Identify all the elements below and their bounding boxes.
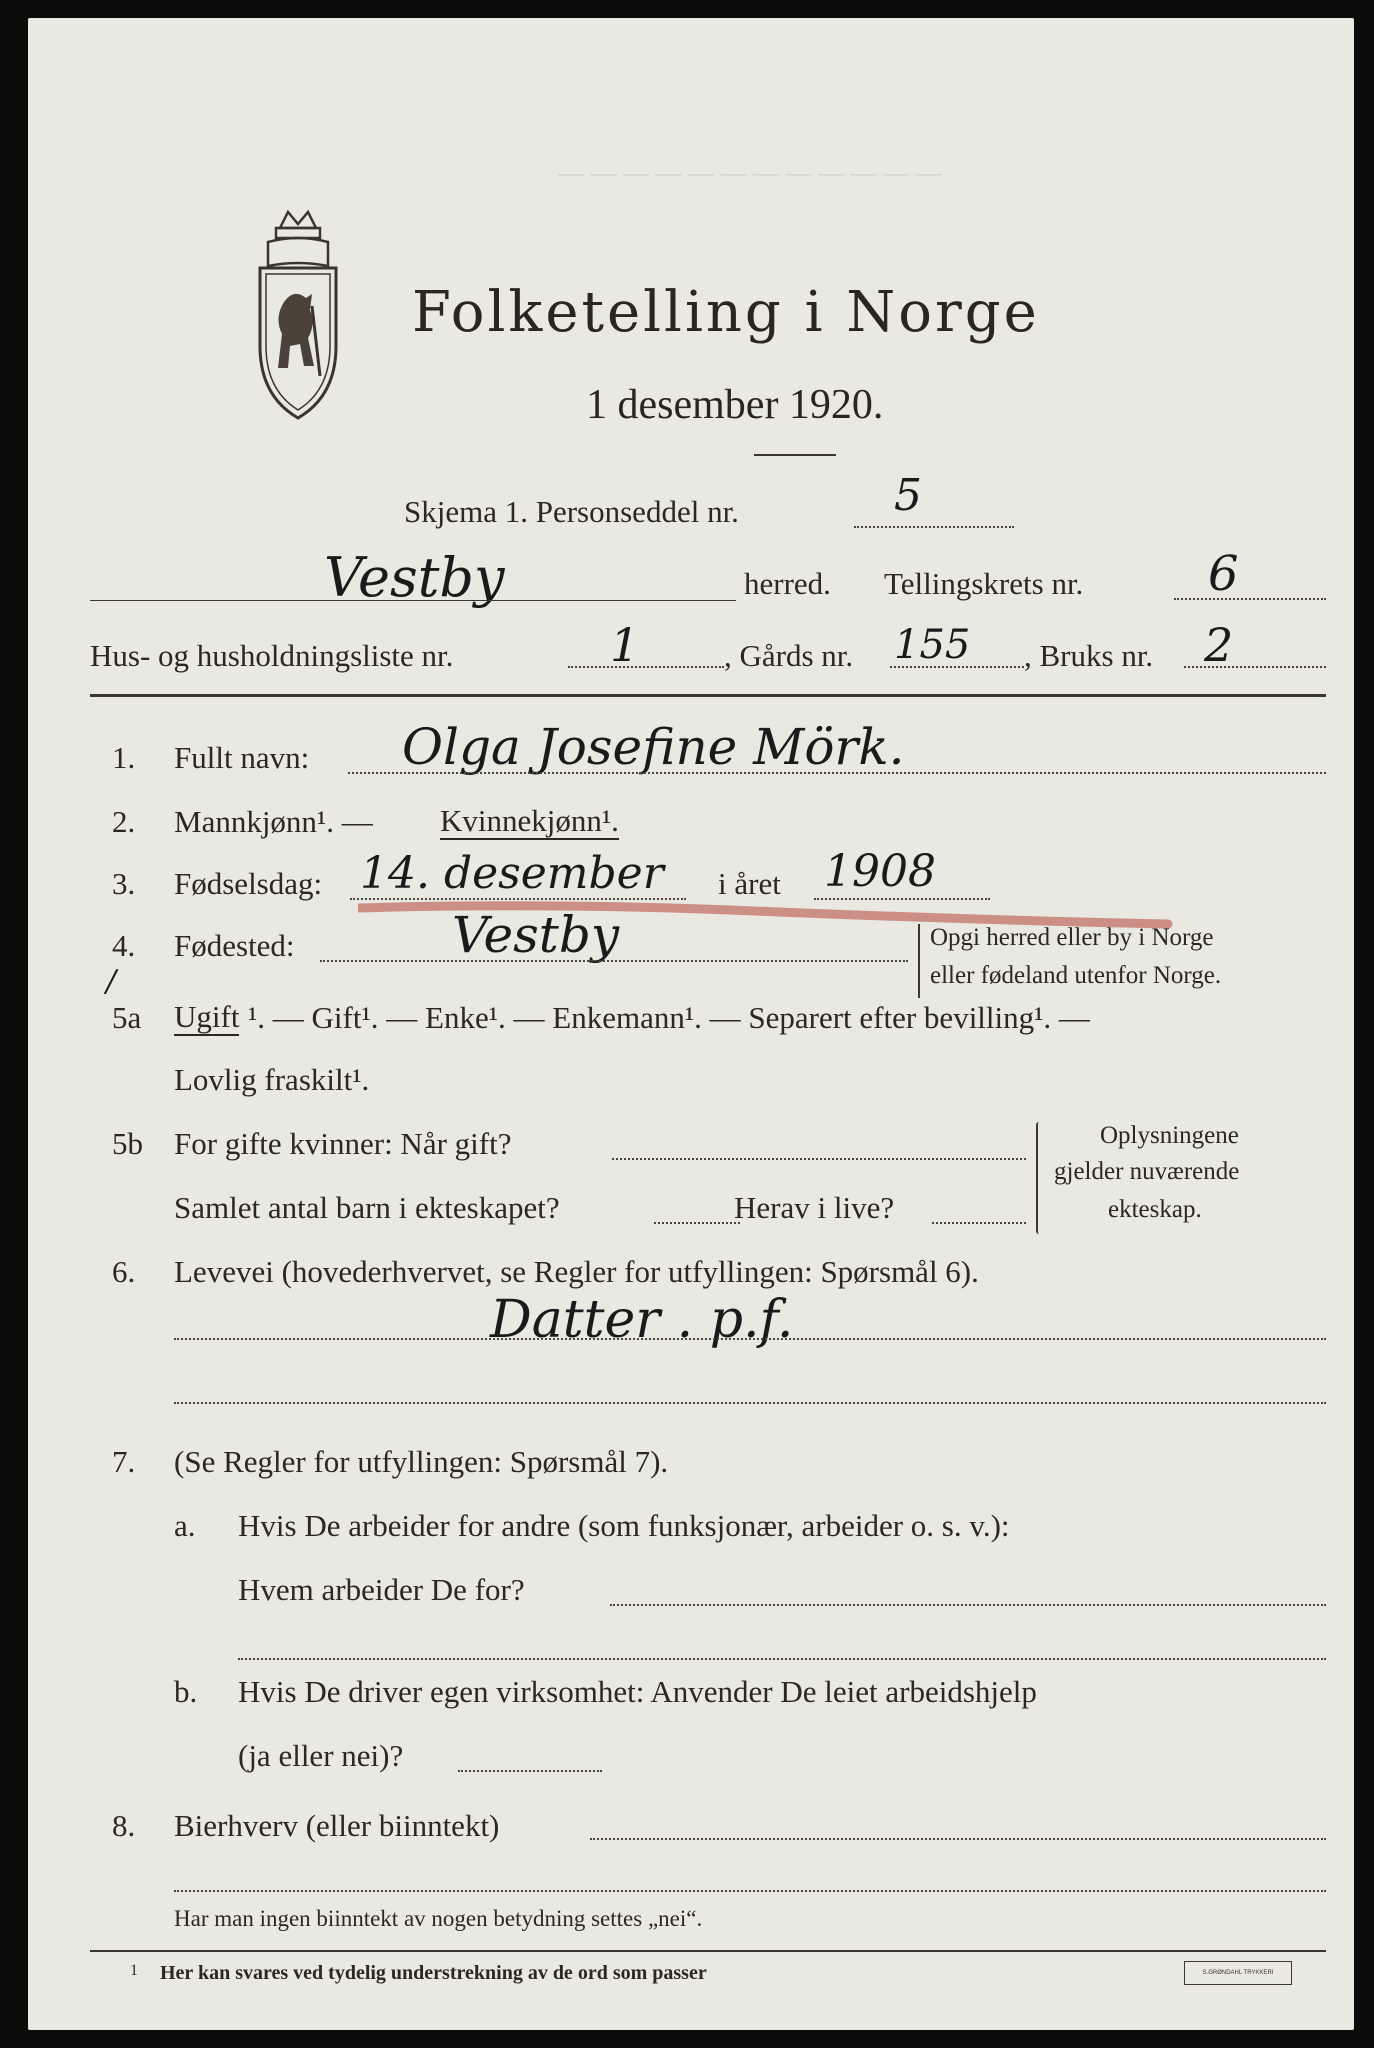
q7b-letter: b. xyxy=(174,1674,198,1709)
personseddel-nr-value: 5 xyxy=(894,470,922,521)
hus-nr-value: 1 xyxy=(610,618,640,672)
gards-nr-line xyxy=(890,666,1024,668)
page-title: Folketelling i Norge xyxy=(412,280,1040,345)
q7b-line2: (ja eller nei)? xyxy=(238,1738,404,1773)
q2-number: 2. xyxy=(112,804,136,839)
tellingskrets-nr-value: 6 xyxy=(1208,546,1239,602)
q7a-line1: Hvis De arbeider for andre (som funksjonær, arbeider o. s. v.): xyxy=(238,1508,1010,1543)
q8-line-b xyxy=(174,1890,1326,1892)
q7a-line-b xyxy=(238,1658,1326,1660)
title-divider xyxy=(754,454,836,456)
q2-label-female-underlined: Kvinnekjønn¹. xyxy=(440,803,619,838)
q8-number: 8. xyxy=(112,1808,136,1843)
q3-number: 3. xyxy=(112,866,136,901)
gards-nr-value: 155 xyxy=(894,622,971,668)
q8-label: Bierhverv (eller biinntekt) xyxy=(174,1808,500,1843)
census-form-page xyxy=(28,18,1354,2030)
q3-year-label: i året xyxy=(718,866,781,901)
q5b-children-label: Samlet antal barn i ekteskapet? xyxy=(174,1190,560,1225)
q6-label: Levevei (hovederhvervet, se Regler for utfyllingen: Spørsmål 6). xyxy=(174,1254,979,1289)
footer-note: Har man ingen biinntekt av nogen betydning settes „nei“. xyxy=(174,1906,703,1931)
header-divider xyxy=(90,694,1326,697)
personseddel-nr-line xyxy=(854,526,1014,528)
q2-label-male: Mannkjønn¹. — xyxy=(174,804,373,839)
q5a-margin-mark: / xyxy=(106,964,117,999)
tellingskrets-label: Tellingskrets nr. xyxy=(884,566,1084,601)
q7-number: 7. xyxy=(112,1444,136,1479)
footnote-mark: 1 xyxy=(130,1962,138,1979)
q4-note-line1: Opgi herred eller by i Norge xyxy=(930,924,1214,951)
q1-full-name-value: Olga Josefine Mörk. xyxy=(402,718,905,776)
bruks-nr-value: 2 xyxy=(1204,618,1234,672)
q5b-married-line xyxy=(612,1158,1026,1160)
gards-label: , Gårds nr. xyxy=(724,638,854,673)
q1-label: Fullt navn: xyxy=(174,740,310,775)
coat-of-arms-icon xyxy=(250,206,346,426)
q5a-options-line2: Lovlig fraskilt¹. xyxy=(174,1062,370,1097)
q5b-alive-line xyxy=(932,1222,1026,1224)
hus-nr-line xyxy=(568,666,724,668)
census-date: 1 desember 1920. xyxy=(586,382,884,428)
q5b-note-line1: Oplysningene xyxy=(1100,1122,1239,1149)
q3-year-value: 1908 xyxy=(824,846,936,897)
q4-birthplace-value: Vestby xyxy=(452,906,620,964)
q4-number: 4. xyxy=(112,928,136,963)
footer-divider xyxy=(90,1950,1326,1952)
footnote-text: Her kan svares ved tydelig understrekning av de ord som passer xyxy=(160,1962,707,1984)
q1-number: 1. xyxy=(112,740,136,775)
herred-label: herred. xyxy=(744,566,831,601)
q5b-alive-label: Herav i live? xyxy=(734,1190,895,1225)
q5b-note-line3: ekteskap. xyxy=(1108,1196,1202,1223)
hus-label: Hus- og husholdningsliste nr. xyxy=(90,638,454,673)
q5a-number: 5a xyxy=(112,1000,142,1035)
q5b-note-line2: gjelder nuværende xyxy=(1054,1158,1240,1185)
q5b-note-bracket xyxy=(1036,1122,1042,1234)
q8-line-a xyxy=(590,1838,1326,1840)
q6-line2 xyxy=(174,1402,1326,1404)
q5a-options-line1: ¹. — Gift¹. — Enke¹. — Enkemann¹. — Separert efter bevilling¹. — xyxy=(248,1000,1090,1035)
q5b-number: 5b xyxy=(112,1126,143,1161)
q6-line1 xyxy=(174,1338,1326,1340)
q4-note-line2: eller fødeland utenfor Norge. xyxy=(930,962,1222,989)
herred-value: Vestby xyxy=(324,546,505,609)
q1-line xyxy=(348,772,1326,774)
bruks-nr-line xyxy=(1184,666,1326,668)
herred-line xyxy=(90,600,736,601)
q7a-letter: a. xyxy=(174,1508,196,1543)
q5a-ugift-underlined: Ugift xyxy=(174,999,240,1034)
q3-birthdate-value: 14. desember xyxy=(360,848,664,899)
q7-label: (Se Regler for utfyllingen: Spørsmål 7). xyxy=(174,1444,669,1479)
q7a-line-a xyxy=(610,1604,1326,1606)
q7a-line2: Hvem arbeider De for? xyxy=(238,1572,525,1607)
q5b-married-label: For gifte kvinner: Når gift? xyxy=(174,1126,512,1161)
q3-label: Fødselsdag: xyxy=(174,866,323,901)
printer-stamp: S.GRØNDAHL TRYKKERI xyxy=(1184,1961,1292,1985)
tellingskrets-nr-line xyxy=(1174,598,1326,600)
bleed-through-text: — — — — — — — — — — — — xyxy=(558,158,942,187)
q6-occupation-value: Datter . p.f. xyxy=(490,1290,794,1350)
bruks-label: , Bruks nr. xyxy=(1024,638,1154,673)
q4-note-bracket xyxy=(918,924,924,998)
skjema-label: Skjema 1. Personseddel nr. xyxy=(404,494,739,529)
q6-number: 6. xyxy=(112,1254,136,1289)
q4-label: Fødested: xyxy=(174,928,295,963)
q5b-children-line xyxy=(654,1222,740,1224)
q7b-line1: Hvis De driver egen virksomhet: Anvender De leiet arbeidshjelp xyxy=(238,1674,1037,1709)
q7b-line xyxy=(458,1770,602,1772)
q4-line xyxy=(320,960,908,962)
